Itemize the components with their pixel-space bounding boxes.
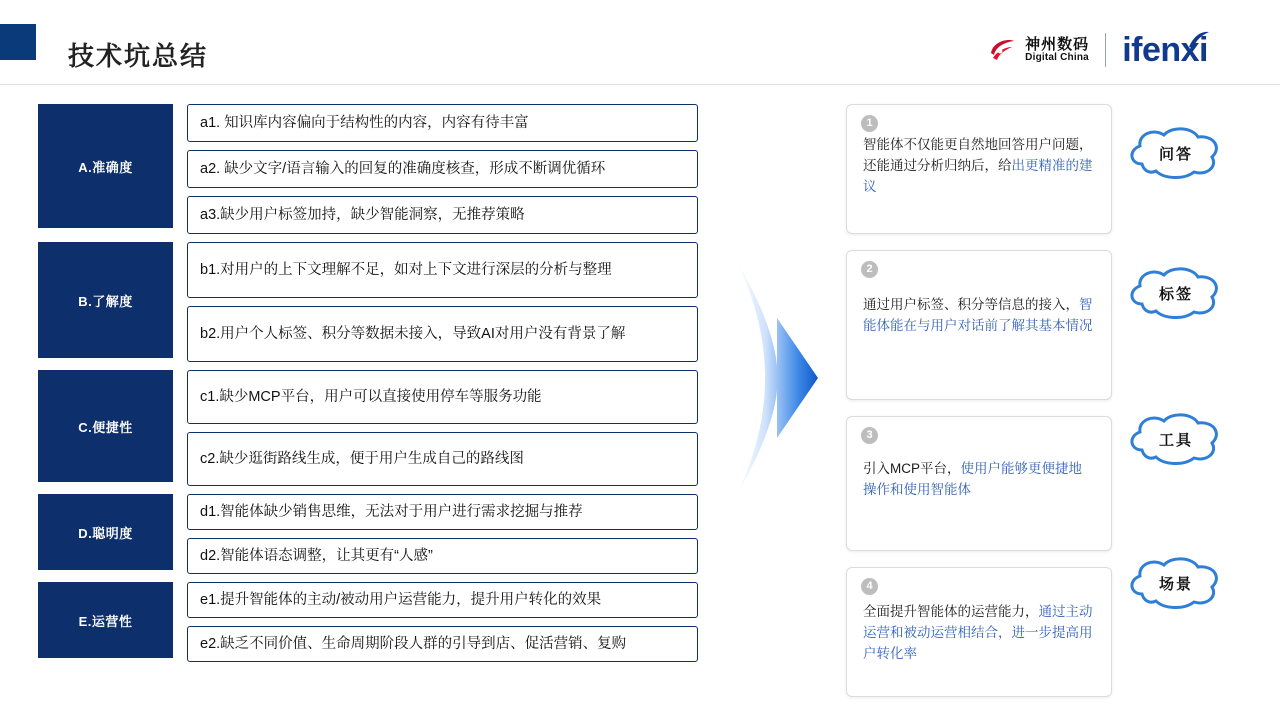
matrix-row [38,494,698,574]
items-group-a [187,104,698,234]
card-text-segment-highlight: 智能体能在与用户对话前了 [863,297,1093,333]
outcome-card [846,416,1112,551]
items-group-d [187,494,698,574]
issue-item: d1.智能体缺少销售思维，无法对于用户进行需求挖掘与推荐 [187,494,698,530]
issues-matrix [38,104,698,670]
card-text-segment-highlight: 解其基本情况 [1011,317,1093,333]
issue-item: c2.缺少逛街路线生成，便于用户生成自己的路线图 [187,432,698,486]
items-group-b [187,242,698,362]
dc-name-en: Digital China [1025,51,1089,63]
cloud-label: 标签 [1158,285,1193,303]
digital-china-logo [987,35,1089,65]
category-label-c: C.便捷性 [38,370,173,482]
card-text-segment: 引入MCP平台， [863,461,961,476]
items-group-e [187,582,698,662]
card-text [863,295,1095,337]
issue-item: b1.对用户的上下文理解不足，如对上下文进行深层的分析与整理 [187,242,698,298]
outcome-cards [846,104,1112,713]
card-text-segment-highlight: 使用户能够更便 [960,461,1055,476]
matrix-row [38,582,698,662]
outcome-card [846,250,1112,400]
card-number-badge: 4 [861,578,878,595]
category-label-e: E.运营性 [38,582,173,658]
matrix-row [38,242,698,362]
ifenxi-logo [1122,33,1208,67]
page-title: 技术坑总结 [68,41,209,71]
card-text-segment: 入， [1052,297,1079,312]
outcome-card [846,567,1112,697]
cloud-label: 场景 [1158,575,1193,593]
category-label-a: A.准确度 [38,104,173,228]
card-text-segment-highlight: 通过主动运营和被动运营相结合， [863,604,1093,640]
brand-logos [987,28,1208,72]
cloud-label: 问答 [1158,145,1193,163]
cloud-tag [1124,124,1228,182]
card-text-segment-highlight: 捷地操作和使用智能体 [863,461,1082,497]
issue-item: d2.智能体语态调整，让其更有“人感” [187,538,698,574]
card-text [863,459,1095,501]
slide-header [0,0,1280,84]
issue-item: a3.缺少用户标签加持，缺少智能洞察，无推荐策略 [187,196,698,234]
ifenxi-swoosh-icon [1188,21,1210,55]
digital-china-mark-icon [987,35,1017,65]
card-text-segment: 问题，还能通过分析归纳后，给 [863,137,1093,173]
header-divider [0,84,1280,85]
card-number-badge: 3 [861,427,878,444]
issue-item: b2.用户个人标签、积分等数据未接入，导致AI对用户没有背景了解 [187,306,698,362]
outcome-card [846,104,1112,234]
card-text-segment-highlight: 出更精准的建议 [863,157,1093,194]
card-text [863,602,1095,665]
issue-item: c1.缺少MCP平台，用户可以直接使用停车等服务功能 [187,370,698,424]
card-text-segment: 通过用户标签、积分等信息的接 [863,297,1052,312]
matrix-row [38,104,698,234]
card-text-segment: 智能体不仅能更自然地回答用户 [863,137,1052,152]
cloud-tag [1124,264,1228,322]
card-text-segment-highlight: 进一步提高用户转化率 [863,624,1093,661]
issue-item: a1. 知识库内容偏向于结构性的内容，内容有待丰富 [187,104,698,142]
category-label-d: D.聪明度 [38,494,173,570]
cloud-label: 工具 [1158,431,1193,449]
digital-china-wordmark [1025,37,1089,63]
items-group-c [187,370,698,486]
matrix-row [38,370,698,486]
cloud-tag [1124,410,1228,468]
issue-item: e2.缺乏不同价值、生命周期阶段人群的引导到店、促活营销、复购 [187,626,698,662]
issue-item: a2. 缺少文字/语言输入的回复的准确度核查，形成不断调优循环 [187,150,698,188]
header-accent-square [0,24,36,60]
category-label-b: B.了解度 [38,242,173,358]
card-text-segment: 全面提升智能体的运营能力， [863,604,1039,619]
card-number-badge: 1 [861,115,878,132]
ifenxi-wordmark: ifenxi [1122,31,1208,69]
brand-divider [1105,33,1106,67]
cloud-tag [1124,554,1228,612]
issue-item: e1.提升智能体的主动/被动用户运营能力，提升用户转化的效果 [187,582,698,618]
card-number-badge: 2 [861,261,878,278]
dc-name-cn: 神州数码 [1025,35,1090,53]
flow-arrow-icon [735,258,820,498]
card-text [863,135,1095,198]
